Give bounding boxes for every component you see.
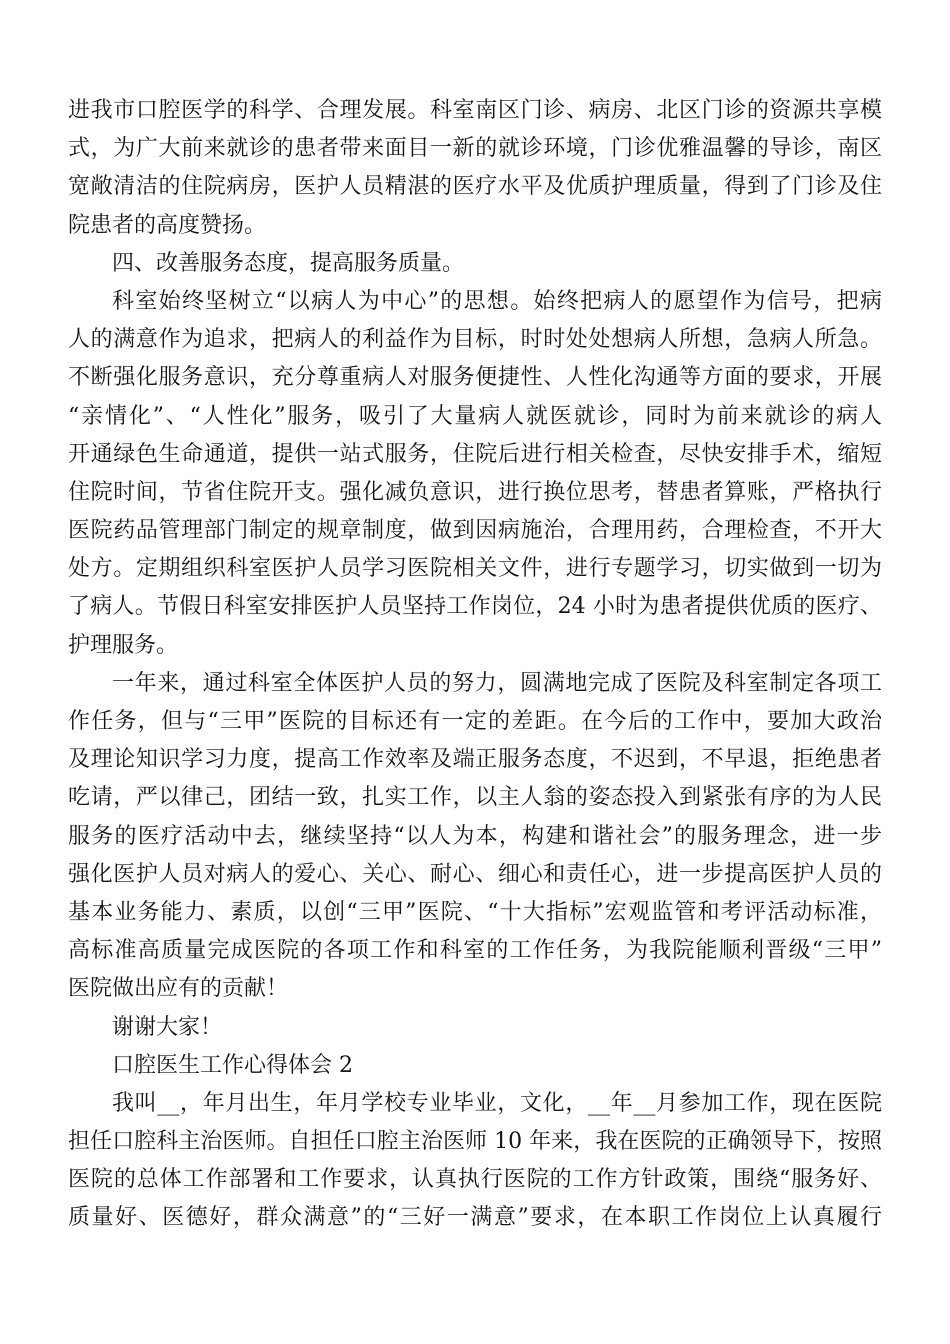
text-line: 强化医护人员对病人的爱心、关心、耐心、细心和责任心，进一步提高医护人员的 — [68, 861, 882, 887]
text-line: 了病人。节假日科室安排医护人员坚持工作岗位，24 小时为患者提供优质的医疗、 — [68, 594, 882, 620]
text-line: 四、改善服务态度，提高服务质量。 — [112, 250, 465, 276]
text-line: 高标准高质量完成医院的各项工作和科室的工作任务，为我院能顺利晋级“三甲” — [68, 938, 882, 964]
text-line: “亲情化”、“人性化”服务，吸引了大量病人就医就诊，同时为前来就诊的病人 — [68, 403, 882, 429]
text-line: 作任务，但与“三甲”医院的目标还有一定的差距。在今后的工作中，要加大政治 — [68, 709, 882, 734]
text-line: 人的满意作为追求，把病人的利益作为目标，时时处处想病人所想，急病人所急。 — [68, 327, 882, 353]
text-line: 谢谢大家！ — [112, 1014, 223, 1040]
text-line: 科室始终坚树立“以病人为中心”的思想。始终把病人的愿望作为信号，把病 — [112, 288, 882, 314]
text-line: 及理论知识学习力度，提高工作效率及端正服务态度，不迟到，不早退，拒绝患者 — [68, 747, 882, 773]
text-line: 住院时间，节省住院开支。强化减负意识，进行换位思考，替患者算账，严格执行 — [68, 479, 882, 505]
text-line: 开通绿色生命通道，提供一站式服务，住院后进行相关检查，尽快安排手术，缩短 — [68, 441, 882, 467]
text-line: 服务的医疗活动中去，继续坚持“以人为本，构建和谐社会”的服务理念，进一步 — [68, 823, 882, 849]
text-line: 我叫__，年月出生，年月学校专业毕业，文化，__年__月参加工作，现在医院 — [112, 1090, 882, 1116]
text-line: 医院的总体工作部署和工作要求，认真执行医院的工作方针政策，围绕“服务好、 — [68, 1167, 882, 1193]
text-line: 式，为广大前来就诊的患者带来面目一新的就诊环境，门诊优雅温馨的导诊，南区 — [68, 136, 882, 162]
text-line: 院患者的高度赞扬。 — [68, 212, 267, 238]
text-line: 基本业务能力、素质，以创“三甲”医院、“十大指标”宏观监管和考评活动标准， — [68, 899, 882, 925]
document-page — [68, 92, 882, 1238]
text-line: 不断强化服务意识，充分尊重病人对服务便捷性、人性化沟通等方面的要求，开展 — [68, 365, 882, 391]
text-line: 吃请，严以律己，团结一致，扎实工作，以主人翁的姿态投入到紧张有序的为人民 — [68, 785, 882, 811]
text-line: 宽敞清洁的住院病房，医护人员精湛的医疗水平及优质护理质量，得到了门诊及住 — [68, 174, 882, 200]
text-line: 口腔医生工作心得体会 2 — [112, 1052, 353, 1078]
text-line: 质量好、医德好，群众满意”的“三好一满意”要求，在本职工作岗位上认真履行 — [68, 1205, 882, 1231]
text-line: 医院做出应有的贡献！ — [68, 976, 289, 1002]
text-line: 护理服务。 — [68, 632, 179, 658]
text-line: 进我市口腔医学的科学、合理发展。科室南区门诊、病房、北区门诊的资源共享模 — [68, 98, 882, 123]
text-line: 处方。定期组织科室医护人员学习医院相关文件，进行专题学习，切实做到一切为 — [68, 556, 882, 582]
text-line: 一年来，通过科室全体医护人员的努力，圆满地完成了医院及科室制定各项工 — [112, 670, 882, 696]
text-line: 医院药品管理部门制定的规章制度，做到因病施治，合理用药，合理检查，不开大 — [68, 518, 882, 544]
text-line: 担任口腔科主治医师。自担任口腔主治医师 10 年来，我在医院的正确领导下，按照 — [68, 1129, 882, 1155]
